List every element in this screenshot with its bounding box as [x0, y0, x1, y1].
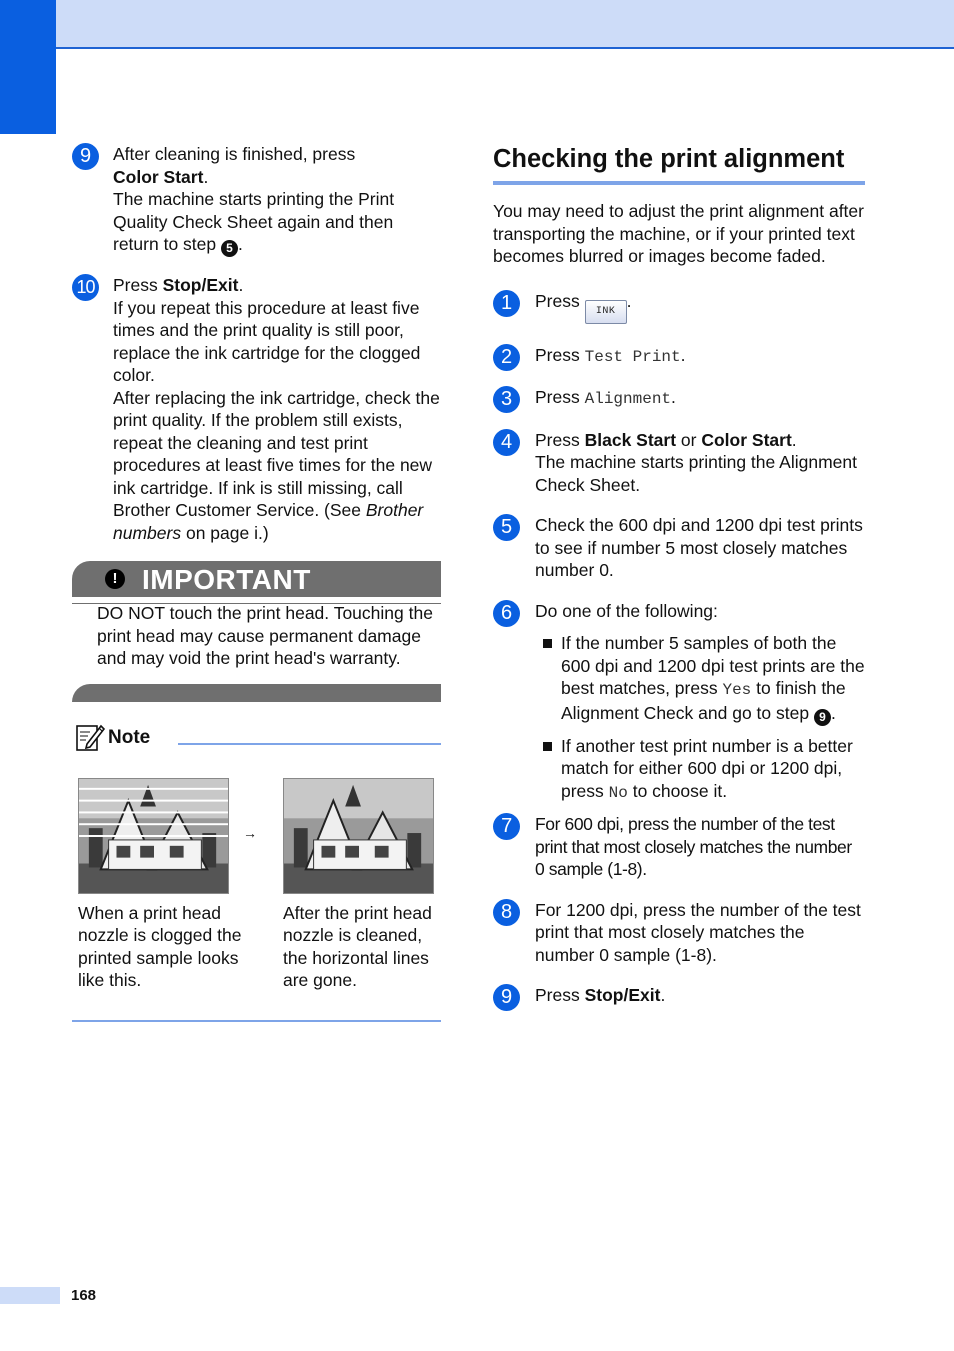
- step-number-badge: 4: [493, 429, 520, 456]
- step-paragraph: After replacing the ink cartridge, check the print quality. If the problem still exists, repeat the cleaning and test print procedures at least five times for the new ink cartridge. If ink is still missing, call Brother Customer Service. (See: [113, 387, 440, 520]
- page-number: 168: [71, 1287, 97, 1304]
- step-reference-badge: 5: [221, 240, 238, 257]
- step-number-badge: 6: [493, 600, 520, 627]
- align-step-7: [493, 813, 865, 881]
- chapter-tab: [0, 0, 56, 134]
- note-pencil-icon: [75, 722, 105, 752]
- step-reference-badge: 9: [814, 709, 831, 726]
- step-text: Press: [535, 290, 585, 311]
- step-number-badge: 8: [493, 899, 520, 926]
- bullet-item: [535, 632, 865, 726]
- step-detail: The machine starts printing the Print Quality Check Sheet again and then return to step: [113, 189, 395, 254]
- step-text: Press: [535, 387, 585, 407]
- bullet-text: If another test print number is a better match for either 600 dpi or 1200 dpi, press: [561, 735, 853, 801]
- bullet-item: [535, 735, 865, 805]
- color-start-key-label: Color Start: [113, 166, 204, 187]
- ink-button-icon: INK: [585, 300, 627, 324]
- step-number-badge: 2: [493, 344, 520, 371]
- punct: .: [238, 275, 244, 295]
- menu-option-alignment: Alignment: [584, 390, 672, 408]
- align-step-1: [493, 290, 865, 324]
- color-start-key-label: Color Start: [701, 429, 792, 450]
- step-text: Press: [535, 344, 585, 365]
- step-10-stop-exit: [72, 274, 442, 544]
- step-number-badge: 9: [72, 143, 99, 170]
- right-column: [493, 143, 865, 1007]
- menu-option-yes: Yes: [722, 681, 752, 699]
- step-number-badge: 7: [493, 813, 520, 840]
- step-text: [113, 274, 442, 544]
- caption-cleaned: After the print head nozzle is cleaned, the horizontal lines are gone.: [283, 902, 432, 990]
- important-footer-bar: [72, 684, 441, 702]
- punct: .: [680, 344, 686, 365]
- step-9-cleaning-finished: [72, 143, 442, 257]
- step-text: Press: [535, 429, 585, 450]
- important-banner: [72, 561, 441, 597]
- punct: .: [671, 387, 676, 407]
- step-text: Press: [535, 985, 585, 1005]
- sample-photos: [72, 778, 442, 896]
- step-text: [113, 143, 442, 257]
- step-number-badge: 5: [493, 514, 520, 541]
- stop-exit-key-label: Stop/Exit: [584, 985, 661, 1005]
- step-paragraph: If you repeat this procedure at least five times and the print quality is still poor, replace the ink cartridge for the clogged color.: [113, 297, 421, 385]
- punct: .: [791, 429, 797, 450]
- menu-option-no: No: [608, 783, 628, 802]
- align-step-3: [493, 386, 865, 411]
- align-step-6: [493, 600, 865, 805]
- stop-exit-key-label: Stop/Exit: [162, 275, 239, 295]
- cross-reference: Brother numbers: [113, 500, 424, 543]
- note-header: [72, 722, 442, 762]
- step-text: Check the 600 dpi and 1200 dpi test prints to see if number 5 most closely matches number 0.: [535, 515, 863, 580]
- arrow-icon: →: [243, 824, 257, 841]
- step-number-badge: 9: [493, 984, 520, 1011]
- align-step-2: [493, 344, 865, 369]
- page-number-bar: [0, 1287, 60, 1304]
- step-paragraph-end: on page i.): [181, 522, 269, 543]
- step-detail: The machine starts printing the Alignment Check Sheet.: [535, 452, 857, 495]
- bullet-text: If the number 5 samples of both the 600 dpi and 1200 dpi test prints are the best matches, press: [561, 633, 865, 698]
- cleaned-sample-photo: [283, 778, 434, 894]
- punct: .: [203, 166, 209, 187]
- bullet-text: to choose it.: [627, 780, 728, 801]
- left-column: [72, 143, 442, 1022]
- black-start-key-label: Black Start: [584, 429, 677, 450]
- photo-captions: [72, 902, 442, 1020]
- note-bottom-rule: [72, 1020, 441, 1022]
- step-text: For 1200 dpi, press the number of the test print that most closely matches the number 0 sample (1-8).: [535, 899, 861, 965]
- align-step-4: [493, 429, 865, 497]
- note-label: Note: [108, 726, 151, 748]
- step-number-badge: 1: [493, 290, 520, 317]
- note-rule: [178, 743, 441, 745]
- bullet-text: to finish the Alignment Check and go to step: [561, 678, 846, 723]
- punct: .: [626, 290, 632, 311]
- step-text: Do one of the following:: [535, 600, 718, 621]
- step-text: or: [676, 429, 702, 450]
- intro-paragraph: You may need to adjust the print alignment after transporting the machine, or if your printed text becomes blurred or images become faded.: [493, 201, 864, 266]
- important-body: DO NOT touch the print head. Touching the print head may cause permanent damage and may void the print head's warranty.: [97, 603, 433, 668]
- header-band: [0, 0, 954, 49]
- align-step-8: [493, 899, 865, 967]
- step-line: Press: [113, 275, 163, 295]
- important-title: IMPORTANT: [142, 564, 311, 595]
- clogged-sample-photo: [78, 778, 229, 894]
- align-step-5: [493, 514, 865, 582]
- punct: .: [660, 985, 666, 1005]
- step-number-badge: 10: [72, 274, 99, 301]
- step-text: For 600 dpi, press the number of the test print that most closely matches the number 0 sample (1-8).: [535, 814, 852, 879]
- menu-option-test-print: Test Print: [584, 347, 681, 366]
- step-number-badge: 3: [493, 386, 520, 413]
- punct: .: [237, 234, 243, 254]
- option-bullets: [535, 632, 865, 804]
- exclamation-icon: !: [105, 569, 125, 589]
- caption-clogged: When a print head nozzle is clogged the printed sample looks like this.: [78, 902, 242, 990]
- step-line: After cleaning is finished, press: [113, 144, 356, 164]
- align-step-9: [493, 984, 865, 1007]
- section-title: Checking the print alignment: [493, 143, 865, 185]
- punct: .: [830, 702, 836, 723]
